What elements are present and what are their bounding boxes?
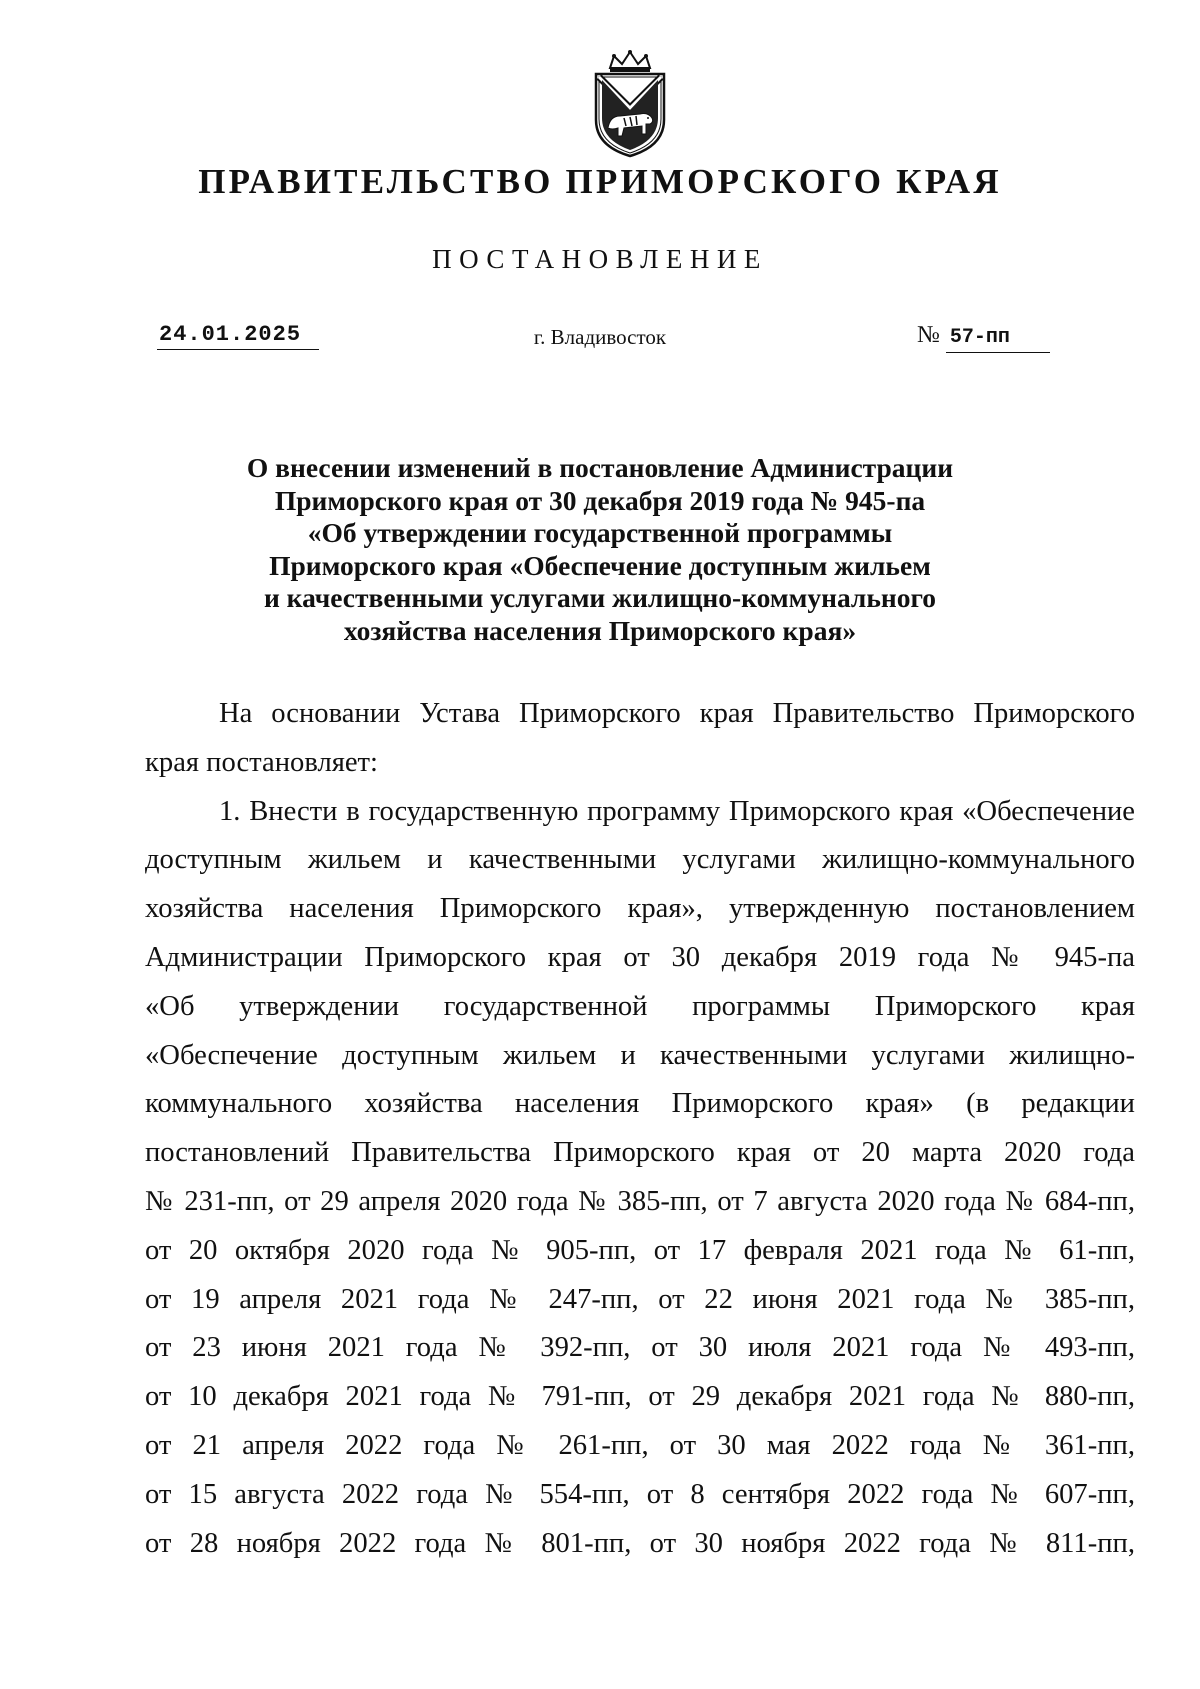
document-title [150,452,1050,647]
body-line: от 15 августа 2022 года № 554-пп, от 8 сентября 2022 года № 607-пп, [145,1478,1135,1510]
body-line: хозяйства населения Приморского края», утвержденную постановлением [145,893,1135,925]
title-line: и качественными услугами жилищно-коммунального [263,582,937,613]
body-line: Администрации Приморского края от 30 декабря 2019 года № 945-па [145,941,1135,973]
title-line: О внесении изменений в постановление Администрации [246,452,954,483]
body-line: от 23 июня 2021 года № 392-пп, от 30 июля 2021 года № 493-пп, [145,1332,1135,1364]
body-line: от 10 декабря 2021 года № 791-пп, от 29 декабря 2021 года № 880-пп, [145,1381,1135,1413]
document-body [145,690,1135,1568]
body-line: постановлений Правительства Приморского края от 20 марта 2020 года [145,1137,1135,1169]
body-line: от 28 ноября 2022 года № 801-пп, от 30 ноября 2022 года № 811-пп, [145,1527,1135,1559]
document-number: 57-пп [946,324,1050,353]
government-title: ПРАВИТЕЛЬСТВО ПРИМОРСКОГО КРАЯ [198,162,1002,201]
body-line: На основании Устава Приморского края Правительство Приморского [219,698,1135,729]
body-line: от 21 апреля 2022 года № 261-пп, от 30 мая 2022 года № 361-пп, [145,1429,1135,1461]
body-line: доступным жильем и качественными услугами жилищно-коммунального [145,844,1135,876]
title-line: «Об утверждении государственной программы [307,517,893,548]
document-number-block [917,321,1050,353]
body-line: края постановляет: [145,746,378,778]
primorsky-coat-of-arms-icon [580,50,680,158]
body-line: 1. Внести в государственную программу Приморского края «Обеспечение [219,795,1135,827]
body-line: № 231-пп, от 29 апреля 2020 года № 385-пп, от 7 августа 2020 года № 684-пп, [145,1185,1135,1217]
body-line: «Об утверждении государственной программы Приморского края [145,990,1135,1022]
body-line: от 19 апреля 2021 года № 247-пп, от 22 июня 2021 года № 385-пп, [145,1283,1135,1315]
document-date: 24.01.2025 [157,321,319,350]
title-line: Приморского края «Обеспечение доступным жильем [269,549,931,581]
document-type: ПОСТАНОВЛЕНИЕ [432,244,768,274]
body-line: коммунального хозяйства населения Приморского края» (в редакции [145,1088,1135,1120]
number-sign: № [917,322,940,348]
title-line: хозяйства населения Приморского края» [343,614,857,646]
body-line: «Обеспечение доступным жильем и качественными услугами жилищно- [145,1039,1135,1071]
title-line: Приморского края от 30 декабря 2019 года № 945-па [274,484,926,516]
document-city: г. Владивосток [533,325,667,349]
body-line: от 20 октября 2020 года № 905-пп, от 17 февраля 2021 года № 61-пп, [145,1234,1135,1266]
